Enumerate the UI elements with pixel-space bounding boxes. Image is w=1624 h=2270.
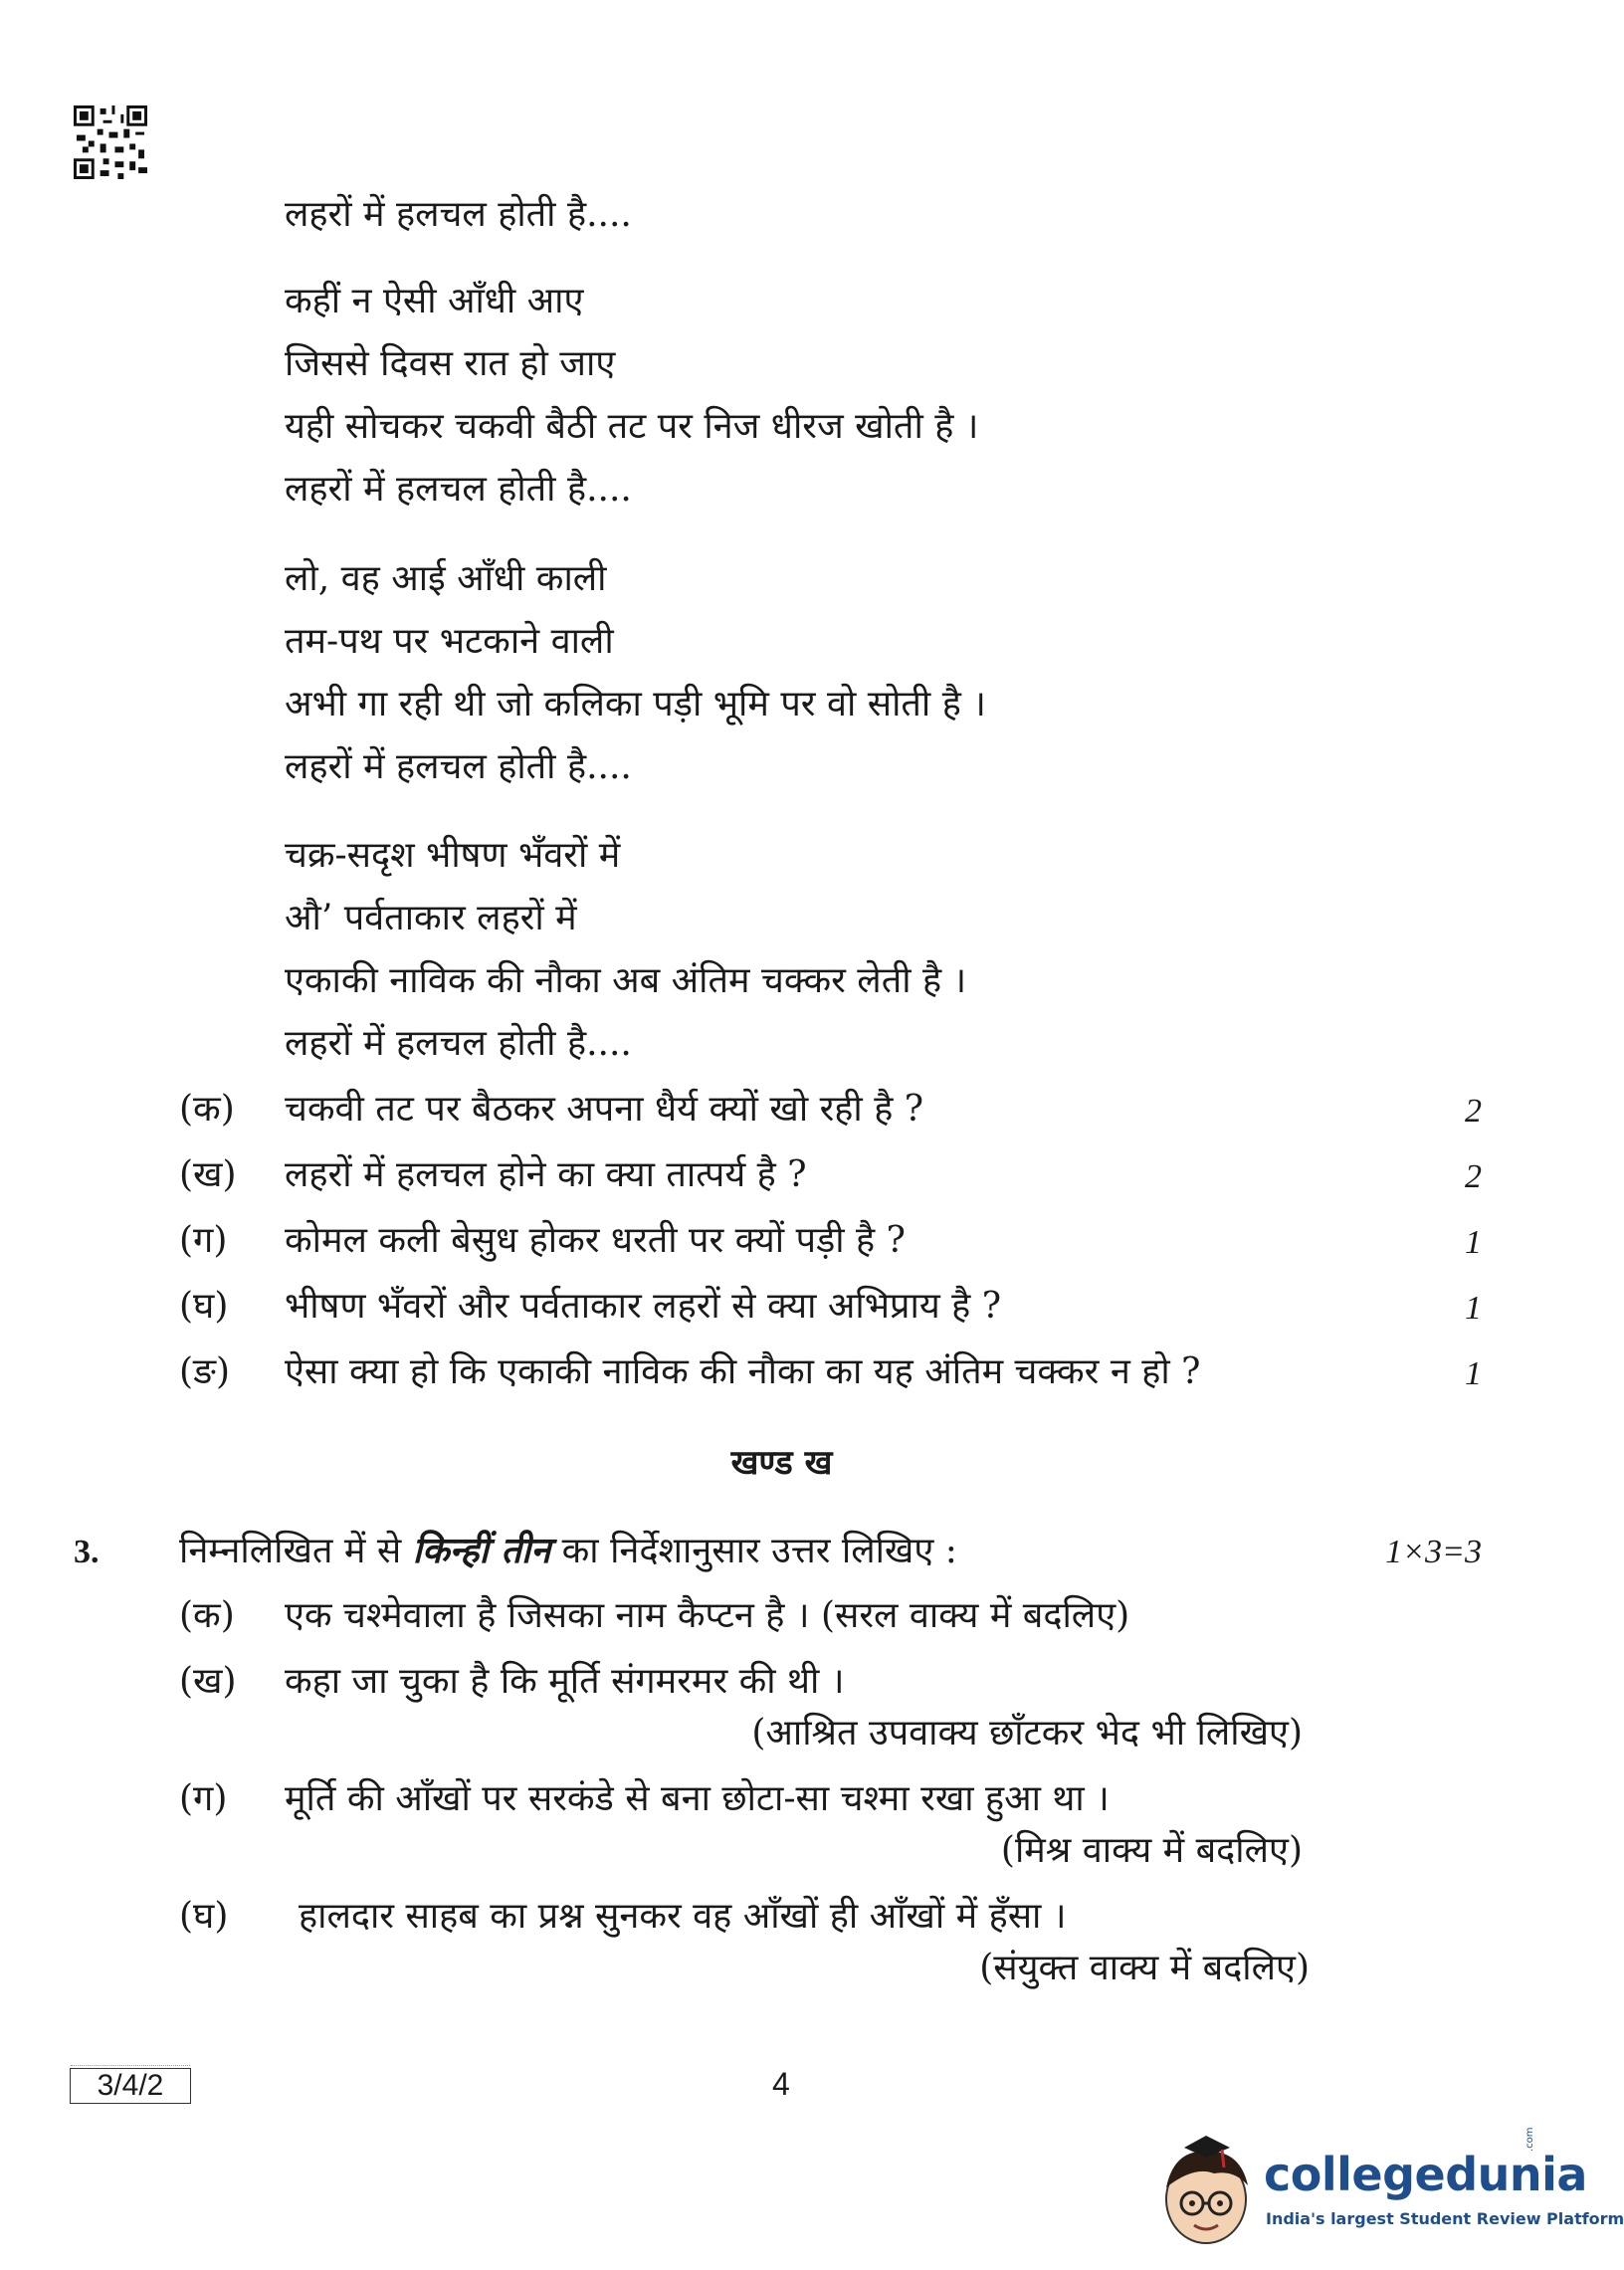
question-text: लहरों में हलचल होने का क्या तात्पर्य है ? <box>285 1154 807 1195</box>
poem-line: लहरों में हलचल होती है.... <box>285 746 632 787</box>
page-number: 4 <box>772 2066 790 2102</box>
part-text: हालदार साहब का प्रश्न सुनकर वह आँखों ही आँखों में हँसा । <box>299 1896 1067 1937</box>
qr-code-icon <box>74 105 147 179</box>
question-number: 3. <box>74 1534 100 1570</box>
question-marks: 1 <box>1465 1224 1482 1261</box>
poem-line: यही सोचकर चकवी बैठी तट पर निज धीरज खोती है । <box>285 406 979 447</box>
question-label: (क) <box>179 1089 235 1130</box>
poem-line: कहीं न ऐसी आँधी आए <box>285 281 584 321</box>
part-label: (ख) <box>179 1661 237 1702</box>
part-text: कहा जा चुका है कि मूर्ति संगमरमर की थी । <box>285 1661 845 1702</box>
paper-code <box>70 2068 191 2104</box>
poem-line: जिससे दिवस रात हो जाए <box>285 343 616 384</box>
question-marks: 2 <box>1465 1093 1482 1130</box>
question-label: (ग) <box>179 1220 228 1261</box>
instruction-pre: निम्नलिखित में से <box>179 1531 402 1571</box>
poem-line: लहरों में हलचल होती है.... <box>285 469 632 510</box>
part-text: मूर्ति की आँखों पर सरकंडे से बना छोटा-सा चश्मा रखा हुआ था । <box>285 1778 1110 1819</box>
instruction-emphasis: किन्हीं तीन <box>412 1530 551 1571</box>
poem-line: लहरों में हलचल होती है.... <box>285 1023 632 1064</box>
part-label: (क) <box>179 1595 235 1636</box>
part-label: (घ) <box>179 1896 229 1937</box>
poem-line: तम-पथ पर भटकाने वाली <box>285 621 614 662</box>
question-text: भीषण भँवरों और पर्वताकार लहरों से क्या अभिप्राय है ? <box>285 1286 1001 1327</box>
section-title: खण्ड ख <box>730 1443 833 1483</box>
microprint-line <box>71 2065 190 2070</box>
poem-line: एकाकी नाविक की नौका अब अंतिम चक्कर लेती है । <box>285 960 967 1001</box>
watermark-dotcom: .com <box>1524 2127 1535 2152</box>
question-label: (ङ) <box>179 1351 231 1392</box>
part-hint: (आश्रित उपवाक्य छाँटकर भेद भी लिखिए) <box>751 1713 1303 1754</box>
question-marks: 1×3=3 <box>1385 1534 1482 1570</box>
part-hint: (मिश्र वाक्य में बदलिए) <box>1000 1830 1303 1871</box>
question-label: (ख) <box>179 1154 237 1195</box>
question-text: कोमल कली बेसुध होकर धरती पर क्यों पड़ी है ? <box>285 1220 906 1261</box>
question-text: ऐसा क्या हो कि एकाकी नाविक की नौका का यह अंतिम चक्कर न हो ? <box>285 1351 1201 1392</box>
poem-line: अभी गा रही थी जो कलिका पड़ी भूमि पर वो सोती है । <box>285 684 986 724</box>
question-label: (घ) <box>179 1286 229 1327</box>
poem-line: चक्र-सदृश भीषण भँवरों में <box>285 835 621 876</box>
collegedunia-watermark <box>1154 2127 1624 2249</box>
poem-line: लहरों में हलचल होती है.... <box>285 194 632 235</box>
mascot-logo-icon <box>1154 2130 1258 2249</box>
poem-line: औ’ पर्वताकार लहरों में <box>285 898 577 938</box>
part-hint: (संयुक्त वाक्य में बदलिए) <box>979 1948 1310 1988</box>
poem-line: लो, वह आई आँधी काली <box>285 558 607 599</box>
instruction-post: का निर्देशानुसार उत्तर लिखिए : <box>561 1531 957 1571</box>
question-marks: 1 <box>1465 1290 1482 1327</box>
question-instruction <box>179 1531 957 1571</box>
question-marks: 2 <box>1465 1158 1482 1195</box>
watermark-tagline: India's largest Student Review Platform <box>1266 2209 1624 2228</box>
watermark-name: collegedunia <box>1264 2148 1587 2201</box>
part-text: एक चश्मेवाला है जिसका नाम कैप्टन है । (सरल वाक्य में बदलिए) <box>285 1595 1130 1636</box>
question-marks: 1 <box>1465 1355 1482 1392</box>
question-text: चकवी तट पर बैठकर अपना धैर्य क्यों खो रही है ? <box>285 1089 924 1130</box>
part-label: (ग) <box>179 1778 228 1819</box>
paper-code-text: 3/4/2 <box>97 2069 164 2102</box>
